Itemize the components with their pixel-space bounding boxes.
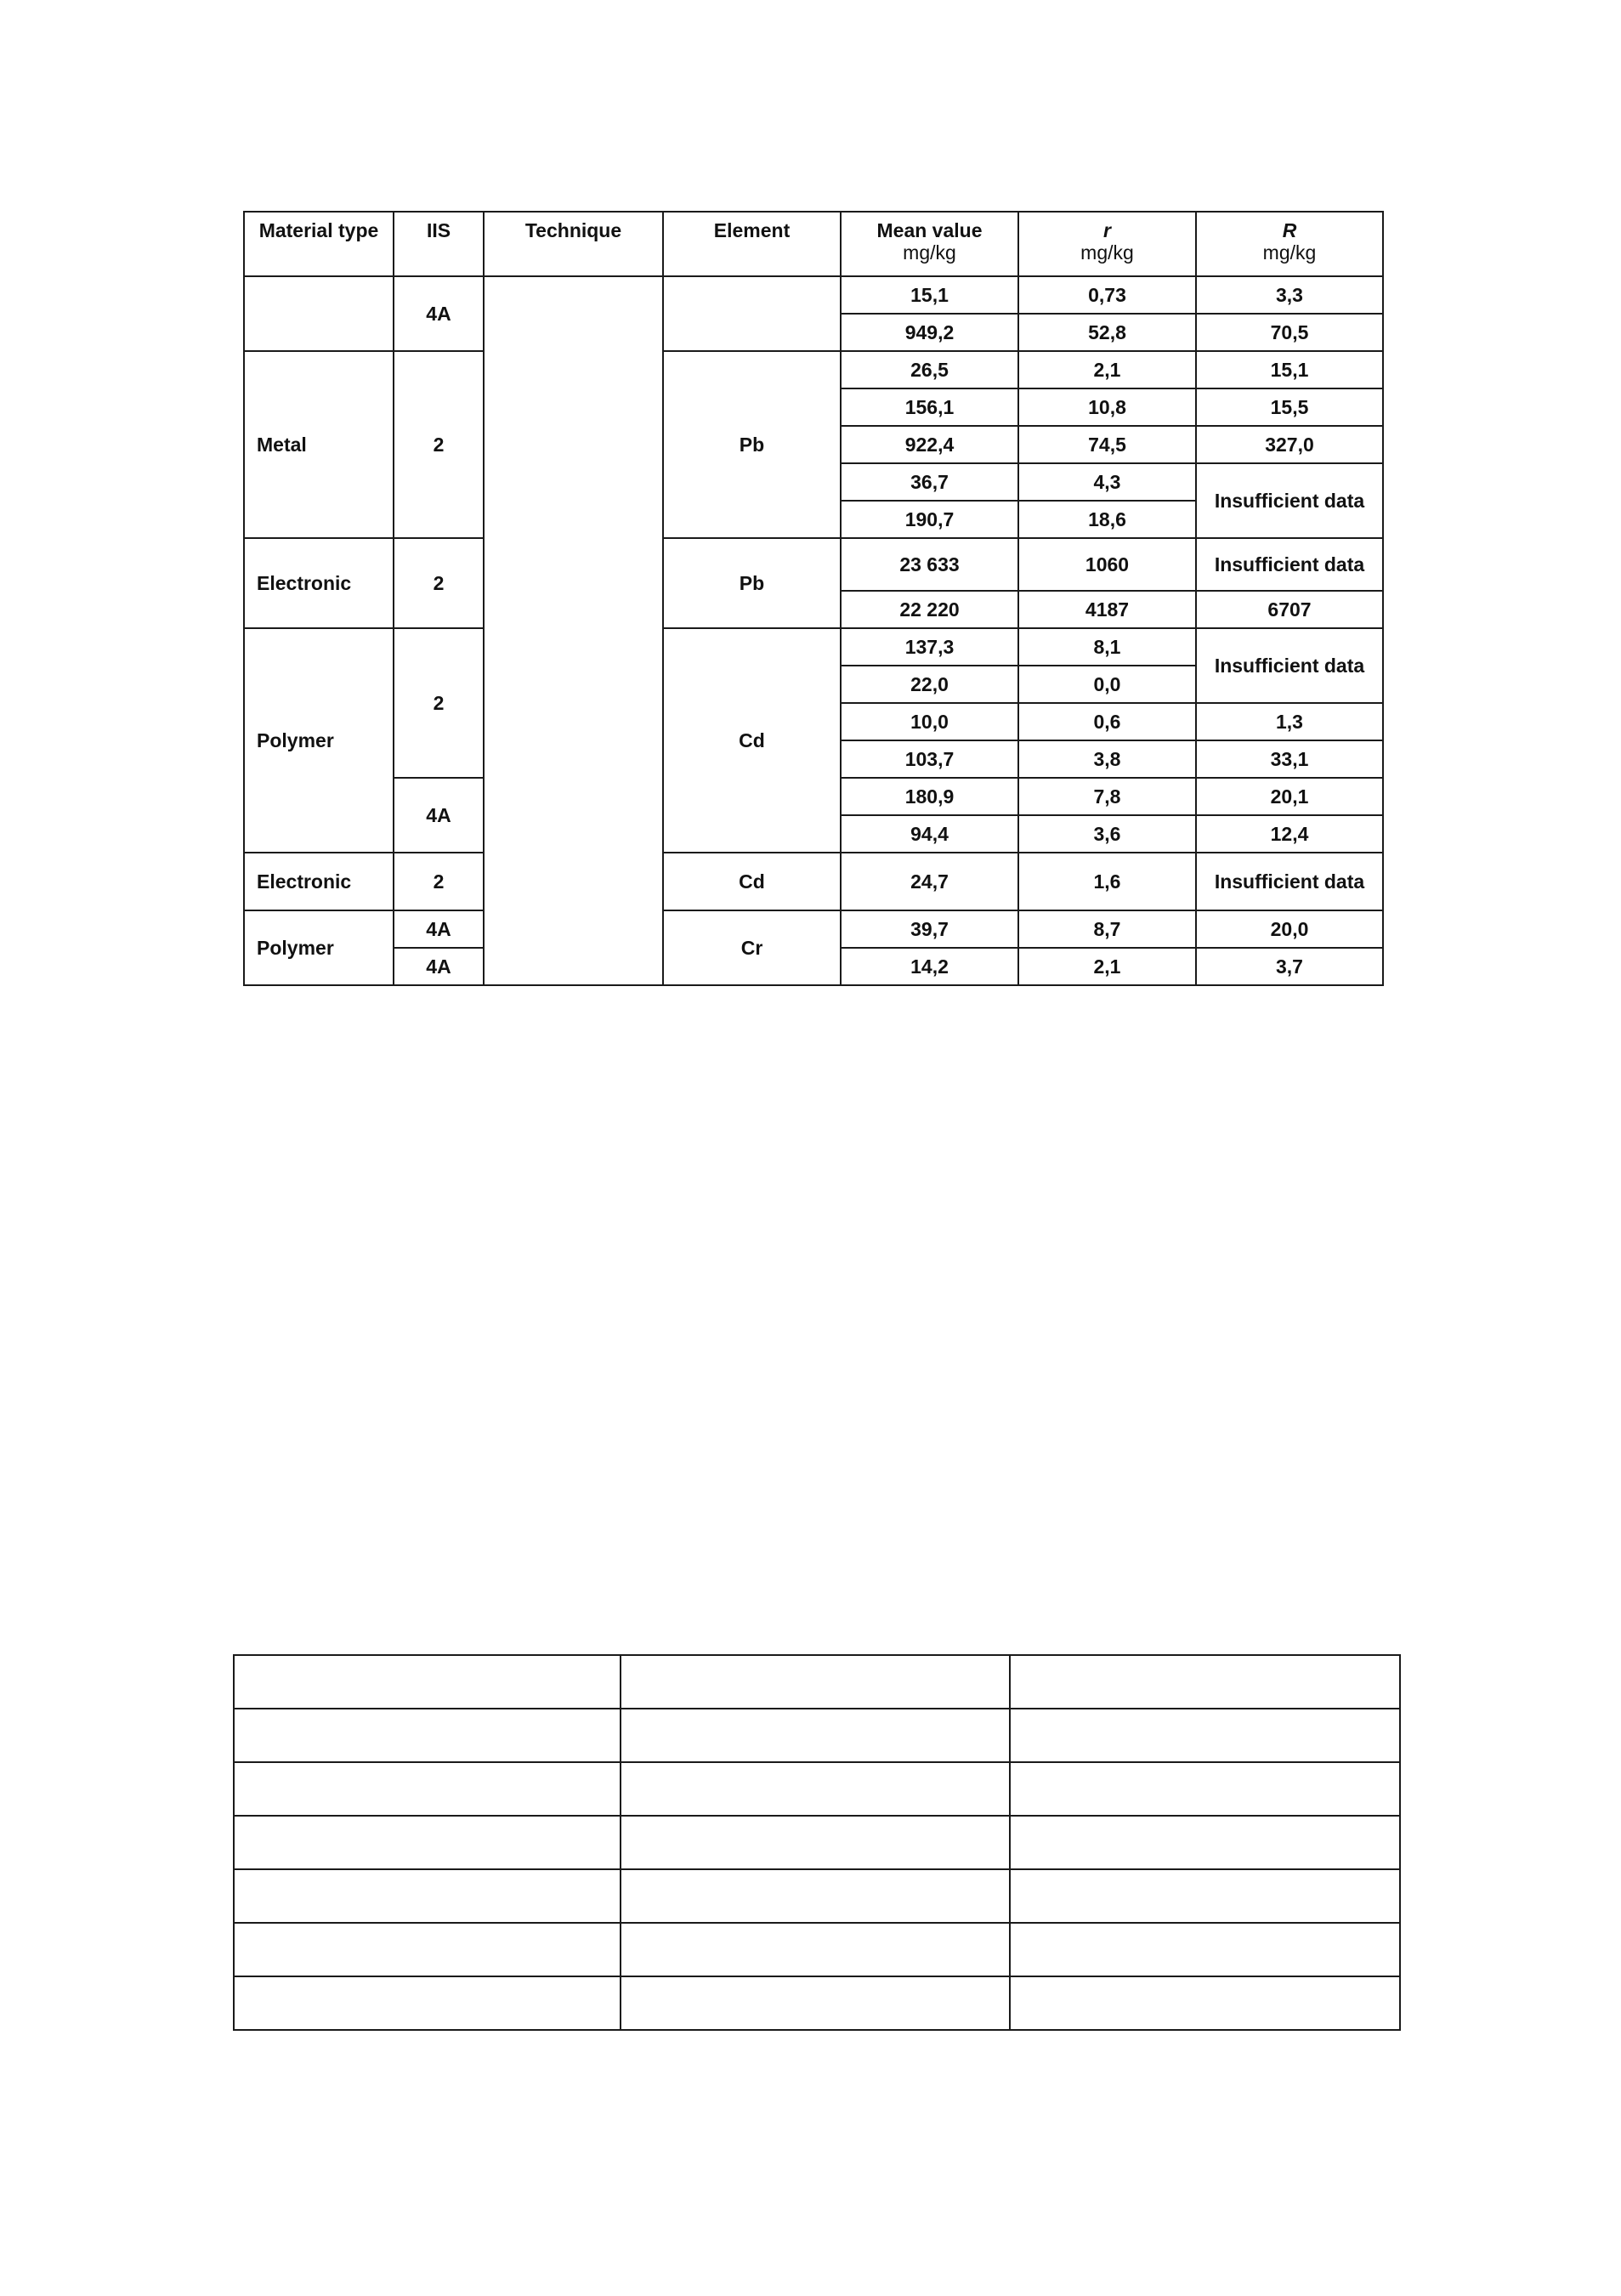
empty-cell xyxy=(234,1655,621,1709)
empty-cell xyxy=(1010,1762,1400,1816)
empty-cell xyxy=(1010,1976,1400,2030)
mean-value-cell: 10,0 xyxy=(841,703,1018,740)
table-row xyxy=(244,910,1383,948)
iis-cell: 4A xyxy=(394,910,484,948)
reproducibility-cell: Insufficient data xyxy=(1196,628,1383,703)
mean-value-cell: 949,2 xyxy=(841,314,1018,351)
reproducibility-cell: 20,0 xyxy=(1196,910,1383,948)
reproducibility-cell: 12,4 xyxy=(1196,815,1383,853)
table-row xyxy=(244,538,1383,591)
table-row xyxy=(234,1976,1400,2030)
mean-value-cell: 156,1 xyxy=(841,388,1018,426)
empty-cell xyxy=(621,1709,1010,1762)
table-row xyxy=(234,1923,1400,1976)
repeatability-cell: 52,8 xyxy=(1018,314,1196,351)
empty-cell xyxy=(1010,1655,1400,1709)
mean-value-cell: 24,7 xyxy=(841,853,1018,910)
mean-value-cell: 14,2 xyxy=(841,948,1018,985)
iis-cell: 4A xyxy=(394,948,484,985)
element-cell xyxy=(663,276,841,351)
material-type-cell xyxy=(244,276,394,351)
reproducibility-cell: 6707 xyxy=(1196,591,1383,628)
reproducibility-cell: 3,3 xyxy=(1196,276,1383,314)
empty-cell xyxy=(621,1655,1010,1709)
mean-value-cell: 22,0 xyxy=(841,666,1018,703)
header-reproducibility: R mg/kg xyxy=(1196,212,1383,276)
element-cell: Cd xyxy=(663,853,841,910)
repeatability-cell: 10,8 xyxy=(1018,388,1196,426)
empty-table xyxy=(233,1654,1401,2031)
mean-value-cell: 94,4 xyxy=(841,815,1018,853)
mean-value-cell: 26,5 xyxy=(841,351,1018,388)
table-row xyxy=(234,1762,1400,1816)
header-technique: Technique xyxy=(484,212,663,276)
header-element: Element xyxy=(663,212,841,276)
iis-cell: 4A xyxy=(394,276,484,351)
repeatability-cell: 4187 xyxy=(1018,591,1196,628)
repeatability-cell: 2,1 xyxy=(1018,948,1196,985)
mean-value-cell: 36,7 xyxy=(841,463,1018,501)
table-row xyxy=(244,853,1383,910)
element-cell: Cr xyxy=(663,910,841,985)
element-cell: Pb xyxy=(663,538,841,628)
material-type-cell: Polymer xyxy=(244,910,394,985)
table-header-row xyxy=(244,212,1383,276)
mean-value-cell: 23 633 xyxy=(841,538,1018,591)
repeatability-cell: 0,0 xyxy=(1018,666,1196,703)
reproducibility-cell: Insufficient data xyxy=(1196,853,1383,910)
empty-cell xyxy=(621,1923,1010,1976)
empty-cell xyxy=(234,1869,621,1923)
mean-value-cell: 15,1 xyxy=(841,276,1018,314)
table-row xyxy=(234,1869,1400,1923)
table-row xyxy=(234,1816,1400,1869)
reproducibility-cell: 15,1 xyxy=(1196,351,1383,388)
table-row xyxy=(244,628,1383,666)
mean-value-cell: 190,7 xyxy=(841,501,1018,538)
empty-cell xyxy=(234,1923,621,1976)
empty-cell xyxy=(234,1709,621,1762)
empty-cell xyxy=(234,1976,621,2030)
repeatability-cell: 0,73 xyxy=(1018,276,1196,314)
reproducibility-cell: 1,3 xyxy=(1196,703,1383,740)
iis-cell: 2 xyxy=(394,853,484,910)
repeatability-cell: 0,6 xyxy=(1018,703,1196,740)
mean-value-cell: 39,7 xyxy=(841,910,1018,948)
technique-cell xyxy=(484,276,663,985)
mean-value-cell: 137,3 xyxy=(841,628,1018,666)
reproducibility-cell: Insufficient data xyxy=(1196,538,1383,591)
iis-cell: 2 xyxy=(394,628,484,778)
repeatability-cell: 2,1 xyxy=(1018,351,1196,388)
repeatability-cell: 1,6 xyxy=(1018,853,1196,910)
repeatability-cell: 1060 xyxy=(1018,538,1196,591)
element-cell: Cd xyxy=(663,628,841,853)
empty-cell xyxy=(234,1816,621,1869)
repeatability-cell: 18,6 xyxy=(1018,501,1196,538)
reproducibility-cell: 327,0 xyxy=(1196,426,1383,463)
empty-cell xyxy=(621,1976,1010,2030)
empty-cell xyxy=(234,1762,621,1816)
table-row xyxy=(244,276,1383,314)
repeatability-cell: 74,5 xyxy=(1018,426,1196,463)
element-cell: Pb xyxy=(663,351,841,538)
material-type-cell: Polymer xyxy=(244,628,394,853)
mean-value-cell: 922,4 xyxy=(841,426,1018,463)
iis-cell: 4A xyxy=(394,778,484,853)
repeatability-cell: 3,8 xyxy=(1018,740,1196,778)
mean-value-cell: 103,7 xyxy=(841,740,1018,778)
header-iis: IIS xyxy=(394,212,484,276)
reproducibility-cell: 20,1 xyxy=(1196,778,1383,815)
repeatability-cell: 4,3 xyxy=(1018,463,1196,501)
header-mean-value: Mean value mg/kg xyxy=(841,212,1018,276)
mean-value-cell: 180,9 xyxy=(841,778,1018,815)
header-material-type: Material type xyxy=(244,212,394,276)
empty-cell xyxy=(1010,1709,1400,1762)
repeatability-cell: 7,8 xyxy=(1018,778,1196,815)
table-row xyxy=(234,1709,1400,1762)
empty-cell xyxy=(621,1762,1010,1816)
table-row xyxy=(234,1655,1400,1709)
reproducibility-cell: 15,5 xyxy=(1196,388,1383,426)
reproducibility-cell: Insufficient data xyxy=(1196,463,1383,538)
repeatability-cell: 8,7 xyxy=(1018,910,1196,948)
repeatability-cell: 8,1 xyxy=(1018,628,1196,666)
material-type-cell: Metal xyxy=(244,351,394,538)
repeatability-cell: 3,6 xyxy=(1018,815,1196,853)
material-type-cell: Electronic xyxy=(244,853,394,910)
header-repeatability: r mg/kg xyxy=(1018,212,1196,276)
iis-cell: 2 xyxy=(394,538,484,628)
reproducibility-cell: 70,5 xyxy=(1196,314,1383,351)
empty-cell xyxy=(1010,1923,1400,1976)
reproducibility-cell: 33,1 xyxy=(1196,740,1383,778)
empty-cell xyxy=(621,1816,1010,1869)
material-type-cell: Electronic xyxy=(244,538,394,628)
table-row xyxy=(244,351,1383,388)
empty-cell xyxy=(1010,1816,1400,1869)
results-table xyxy=(243,211,1384,986)
empty-cell xyxy=(1010,1869,1400,1923)
mean-value-cell: 22 220 xyxy=(841,591,1018,628)
empty-cell xyxy=(621,1869,1010,1923)
reproducibility-cell: 3,7 xyxy=(1196,948,1383,985)
iis-cell: 2 xyxy=(394,351,484,538)
